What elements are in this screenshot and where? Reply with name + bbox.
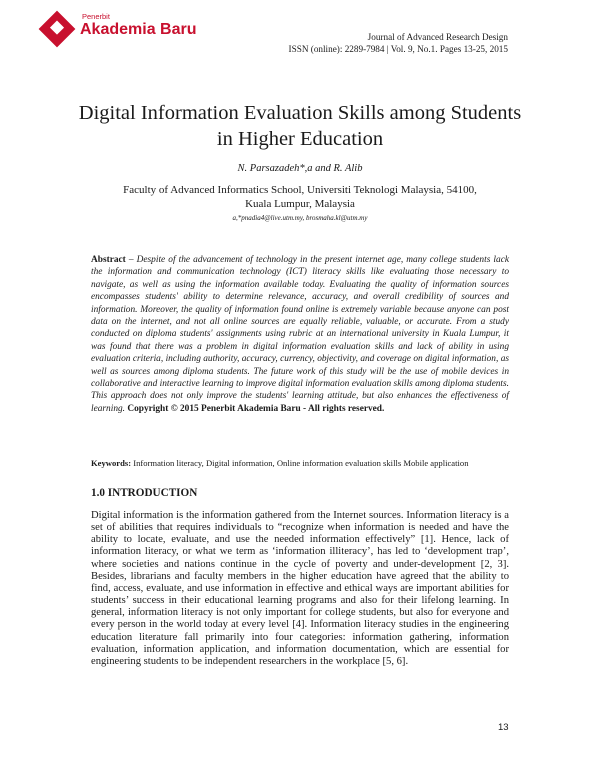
logo-diamond-icon bbox=[39, 11, 76, 48]
paper-emails: a,*pnadia4@live.utm.my, brosmaha.kl@utm.my bbox=[232, 214, 368, 222]
journal-name: Journal of Advanced Research Design bbox=[367, 32, 508, 42]
paper-affiliation: Faculty of Advanced Informatics School, Universiti Teknologi Malaysia, 54100, Kuala Lumpur, Malaysia bbox=[123, 184, 477, 210]
paper-authors: N. Parsazadeh*,a and R. Alib bbox=[237, 163, 363, 174]
page-number: 13 bbox=[498, 722, 509, 733]
logo-publisher-label: Penerbit bbox=[82, 12, 110, 21]
abstract bbox=[91, 254, 509, 415]
logo-publisher-name: Akademia Baru bbox=[80, 21, 197, 38]
journal-issn: ISSN (online): 2289-7984 | Vol. 9, No.1. Pages 13-25, 2015 bbox=[288, 44, 508, 54]
keywords-label: Keywords: bbox=[91, 458, 132, 468]
abstract-label: Abstract bbox=[91, 255, 126, 265]
paper-title: Digital Information Evaluation Skills among Students in Higher Education bbox=[78, 102, 522, 150]
keywords bbox=[91, 458, 511, 468]
section-heading: 1.0 INTRODUCTION bbox=[91, 487, 198, 499]
keywords-text: Information literacy, Digital information, Online information evaluation skills Mobile application bbox=[131, 458, 469, 468]
abstract-text: – Despite of the advancement of technology in the present internet age, many college students lack the information and communication technology (ICT) literacy skills like evaluating those necessary to navigate, as well as using the information available today. Evaluating the quality of information sources encompasses students' ability to determine relevance, accuracy, and overall credibility of sources and information. Moreover, the quality of information found online is extremely variable because anyone can post data on the internet, and not all online sources are equally reliable, valuable, or accurate. From a study conducted on diploma students' assignments using rubric at an international university in Kuala Lumpur, it was found that there was a problem in digital information evaluation skills and lack of ability in using evaluation criteria, including authority, accuracy, currency, objectivity, and coverage on digital information, as well as sources among diploma students. The future work of this study will be the use of mobile devices in collaborative and interactive learning to improve digital information evaluation skills among diploma students. This approach does not only improve the students' learning attitude, but also enhances the effectiveness of learning. bbox=[91, 255, 509, 414]
body-paragraph: Digital information is the information gathered from the Internet sources. Information literacy is a set of abilities that requires individuals to “recognize when information is needed and have the ability to locate, evaluate, and use the needed information effectively” [1]. Hence, lack of information literacy, or what we term as ‘information illiteracy’, has led to ‘development trap’, where societies and nations continue in the cycle of poverty and under-development [2, 3]. Besides, librarians and faculty members in the higher education have agreed that the ability to find, access, evaluate, and use information in effective and ethical ways are important abilities for students’ success in their educational learning programs and also for their lifelong learning. In general, information literacy is not only important for college students, but also for everyone and every person in the world today at every level [4]. Information literacy studies in the engineering education literature fall primarily into four categories: information gathering, information evaluation, information application, and information documentation, which are essential for engineering students to be independent researchers in the workplace [5, 6]. bbox=[91, 510, 509, 667]
journal-header bbox=[289, 31, 508, 55]
publisher-logo bbox=[44, 12, 197, 50]
abstract-copyright: Copyright © 2015 Penerbit Akademia Baru - All rights reserved. bbox=[127, 403, 385, 414]
